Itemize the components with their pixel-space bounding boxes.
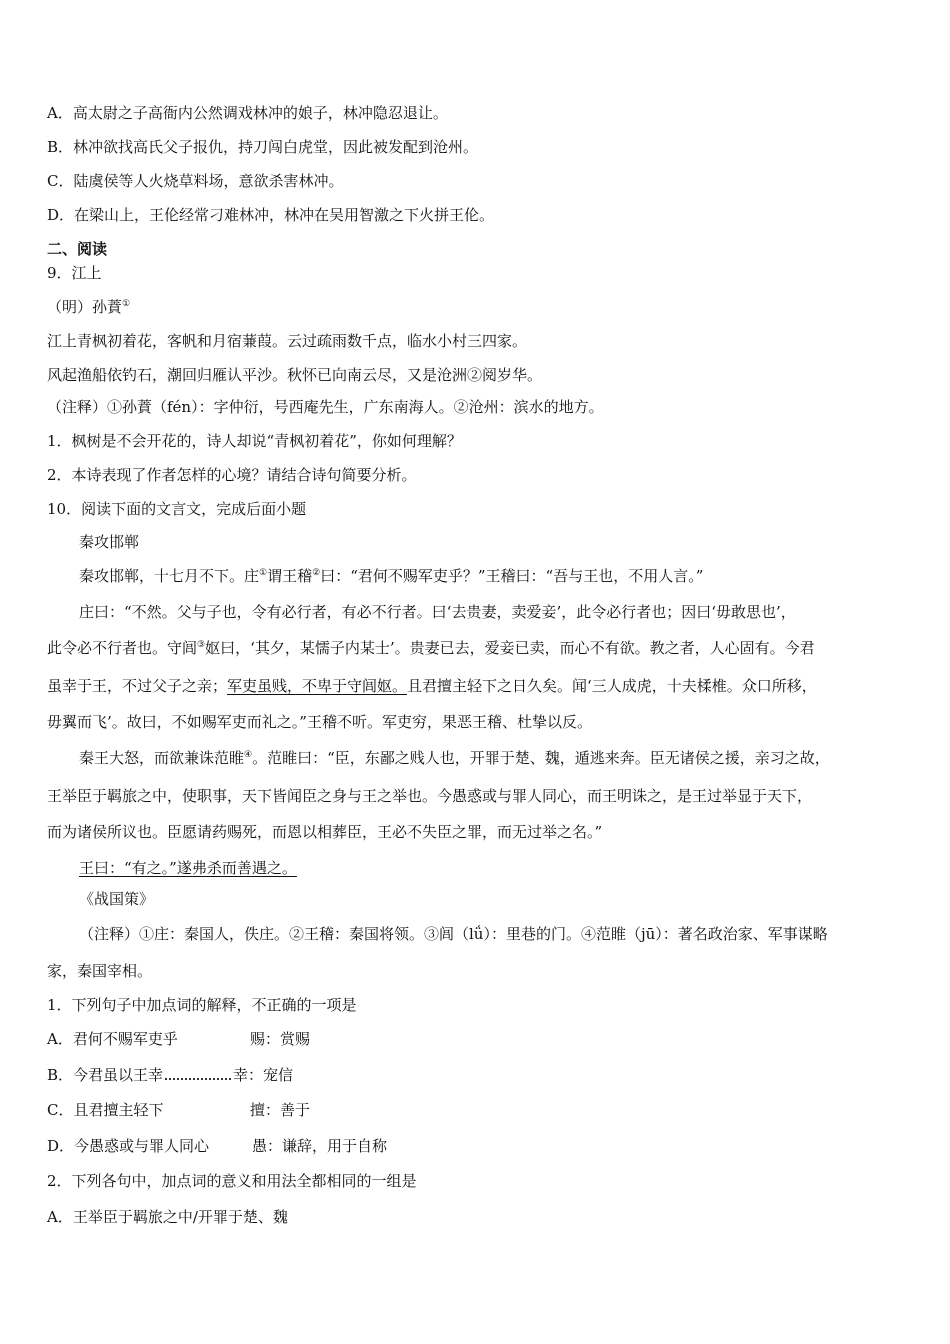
sub1-title: 1．下列句子中加点词的解释，不正确的一项是 xyxy=(47,996,357,1014)
sub1-option-d: D．今愚惑或与罪人同心 愚：谦辞，用于自称 xyxy=(47,1137,388,1155)
dotted-emphasis xyxy=(165,1070,231,1080)
passage-note-line-2: 家，秦国宰相。 xyxy=(47,962,153,980)
q9-author: （明）孙蕡① xyxy=(47,298,131,316)
q9-question-1: 1．枫树是不会开花的，诗人却说“青枫初着花”，你如何理解？ xyxy=(47,432,462,450)
passage-p2-line-4: 毋翼而飞’。故曰，不如赐军吏而礼之。”王稽不听。军吏穷，果恶王稽、杜挚以反。 xyxy=(47,713,592,731)
q9-poem-line-1: 江上青枫初着花，客帆和月宿蒹葭。云过疏雨数千点，临水小村三四家。 xyxy=(47,332,528,350)
sub1-option-a: A．君何不赐军吏乎 赐：赏赐 xyxy=(47,1030,311,1048)
sub2-title: 2．下列各句中，加点词的意义和用法全都相同的一组是 xyxy=(47,1172,417,1190)
passage-p3-line-3: 而为诸侯所议也。臣愿请药赐死，而恩以相葬臣，王必不失臣之罪，而无过举之名。” xyxy=(47,823,603,841)
q8-option-c: C．陆虞侯等人火烧草料场，意欲杀害林冲。 xyxy=(47,172,344,190)
q9-poem-line-2: 风起渔船依钓石，潮回归雁认平沙。秋怀已向南云尽，又是沧洲②阅岁华。 xyxy=(47,366,543,384)
underlined-sentence: 军吏虽贱，不卑于守闾妪。 xyxy=(227,677,408,695)
q8-option-b: B．林冲欲找高氏父子报仇，持刀闯白虎堂，因此被发配到沧州。 xyxy=(47,138,479,156)
q8-option-d: D．在梁山上，王伦经常刁难林冲，林冲在吴用智激之下火拼王伦。 xyxy=(47,206,495,224)
passage-source: 《战国策》 xyxy=(79,890,155,908)
q9-title: 9．江上 xyxy=(47,264,102,282)
q9-question-2: 2．本诗表现了作者怎样的心境？请结合诗句简要分析。 xyxy=(47,466,417,484)
q8-option-a: A．高太尉之子高衙内公然调戏林冲的娘子，林冲隐忍退让。 xyxy=(47,104,448,122)
passage-title: 秦攻邯郸 xyxy=(79,533,140,551)
sub1-option-c: C．且君擅主轻下 擅：善于 xyxy=(47,1101,311,1119)
passage-note-line-1: （注释）①庄：秦国人，佚庄。②王稽：秦国将领。③闾（lǘ）：里巷的门。④范睢（jū）：著名政治家、军事谋略 xyxy=(79,925,828,943)
passage-paragraph-4: 王曰：“有之。”遂弗杀而善遇之。 xyxy=(79,859,297,877)
section-title: 二、阅读 xyxy=(47,240,108,258)
passage-p3-line-2: 王举臣于羁旅之中，使职事，天下皆闻臣之身与王之举也。今愚惑或与罪人同心，而王明诛之，是王过举显于天下， xyxy=(47,787,813,805)
passage-p2-line-2: 此令必不行者也。守闾③妪曰，‘其夕，某懦子内某士’。贵妻已去，爱妾已卖，而心不有欲。教之者，人心固有。今君 xyxy=(47,639,815,657)
q9-note: （注释）①孙蕡（fén）：字仲衍，号西庵先生，广东南海人。②沧州：滨水的地方。 xyxy=(47,398,604,416)
sub2-option-a: A．王举臣于羁旅之中/开罪于楚、魏 xyxy=(47,1208,288,1226)
sub1-option-b: B．今君虽以王幸 幸：宠信 xyxy=(47,1066,294,1084)
q10-title: 10．阅读下面的文言文，完成后面小题 xyxy=(47,500,307,518)
passage-p2-line-3: 虽幸于王，不过父子之亲；军吏虽贱，不卑于守闾妪。且君擅主轻下之日久矣。闻‘三人成虎，十夫楺椎。众口所移， xyxy=(47,677,817,695)
passage-paragraph-1: 秦攻邯郸，十七月不下。庄①谓王稽②曰：“君何不赐军吏乎？”王稽曰：“吾与王也，不用人言。” xyxy=(79,567,704,585)
passage-p2-line-1: 庄曰：“不然。父与子也，令有必行者，有必不行者。曰‘去贵妻，卖爱妾’，此令必行者也；因曰‘毋敢思也’， xyxy=(79,603,796,621)
passage-p3-line-1: 秦王大怒，而欲兼诛范睢④。范睢曰：“臣，东鄙之贱人也，开罪于楚、魏，遁逃来奔。臣无诸侯之援，亲习之故， xyxy=(79,749,830,767)
